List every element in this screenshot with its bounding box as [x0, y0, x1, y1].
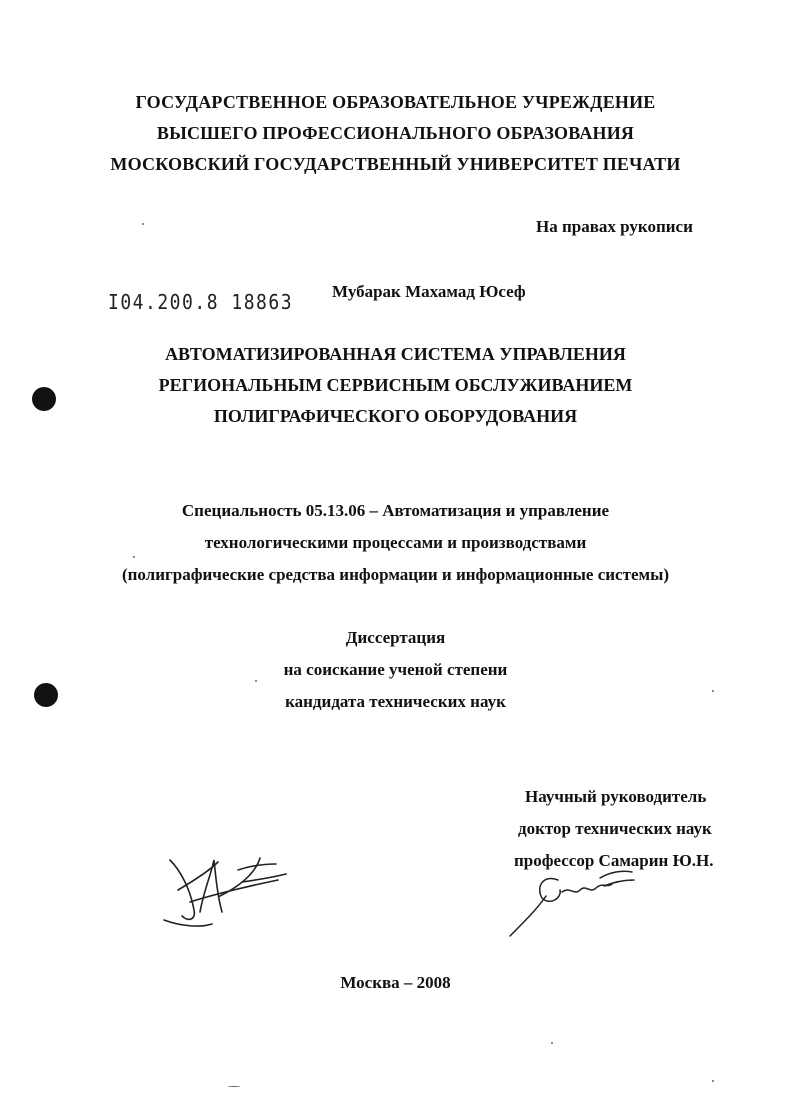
- title-line-1: АВТОМАТИЗИРОВАННАЯ СИСТЕМА УПРАВЛЕНИЯ: [165, 344, 626, 364]
- title-line-2: РЕГИОНАЛЬНЫМ СЕРВИСНЫМ ОБСЛУЖИВАНИЕМ: [158, 375, 633, 395]
- scan-speck: [255, 680, 257, 682]
- city-year: Москва – 2008: [340, 973, 451, 992]
- degree-line-1: Диссертация: [345, 628, 446, 647]
- supervisor-signature: [500, 862, 640, 940]
- supervisor-line-2: доктор технических наук: [518, 819, 712, 838]
- library-stamp: I04.200.8 18863: [108, 290, 294, 315]
- degree-line-2: на соискание ученой степени: [283, 660, 508, 679]
- supervisor-line-1: Научный руководитель: [525, 787, 707, 806]
- scan-speck: [133, 556, 135, 558]
- specialty-line-3: (полиграфические средства информации и информационные системы): [121, 565, 670, 584]
- author-signature: [160, 850, 310, 930]
- institution-line-1: ГОСУДАРСТВЕННОЕ ОБРАЗОВАТЕЛЬНОЕ УЧРЕЖДЕНИЕ: [135, 92, 656, 112]
- supervisor-line-3: профессор Самарин Ю.Н.: [514, 851, 714, 870]
- title-line-3: ПОЛИГРАФИЧЕСКОГО ОБОРУДОВАНИЯ: [213, 406, 578, 426]
- author-name: Мубарак Махамад Юсеф: [332, 282, 526, 301]
- scan-speck: [712, 690, 714, 692]
- manuscript-note: На правах рукописи: [536, 217, 693, 236]
- scan-speck: [551, 1042, 553, 1044]
- institution-line-2: ВЫСШЕГО ПРОФЕССИОНАЛЬНОГО ОБРАЗОВАНИЯ: [156, 123, 635, 143]
- punch-hole-bottom: [34, 683, 58, 707]
- scan-speck: [142, 223, 144, 225]
- scan-speck: [228, 1086, 240, 1087]
- punch-hole-top: [32, 387, 56, 411]
- institution-line-3: МОСКОВСКИЙ ГОСУДАРСТВЕННЫЙ УНИВЕРСИТЕТ ПЕЧАТИ: [110, 154, 681, 174]
- specialty-line-1: Специальность 05.13.06 – Автоматизация и управление: [181, 501, 610, 520]
- degree-line-3: кандидата технических наук: [285, 692, 506, 711]
- scan-speck: [712, 1080, 714, 1082]
- specialty-line-2: технологическими процессами и производствами: [204, 533, 587, 552]
